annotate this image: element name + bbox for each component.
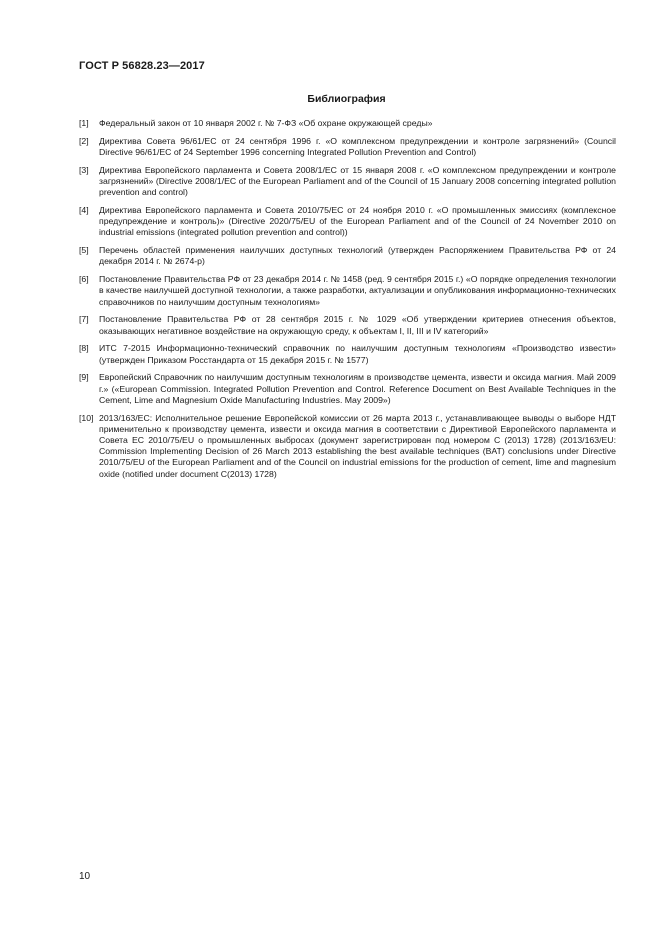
reference-text: Федеральный закон от 10 января 2002 г. № 7-ФЗ «Об охране окружающей среды» <box>99 118 433 128</box>
reference-item-4 <box>79 205 616 239</box>
section-title-bibliography: Библиография <box>307 93 386 105</box>
reference-text: Директива Совета 96/61/ЕС от 24 сентября 1996 г. «О комплексном предупреждении и контроле загрязнений» (Council Directive 96/61/EC of 24 September 1996 concerning Integrated Pollution Prevention and Control) <box>99 135 616 157</box>
page-number: 10 <box>79 871 91 882</box>
reference-number: [1] <box>79 118 89 128</box>
reference-text: 2013/163/ЕС: Исполнительное решение Европейской комиссии от 26 марта 2013 г., устанавливающее выводы о выборе НДТ применительно к производству цемента, извести и оксида магния в соответствии с Директивой Европейского парламента и Совета ЕС 2010/75/ЕU о промышленных выбросах (документ зарегистрирован под номером C (2013) 1728) (2013/163/EU: Commission Implementing Decision of 26 March 2013 establishing the best available techniques (BAT) conclusions under Directive 2010/75/EU of the European Parliament and of the Council on industrial emissions for the production of cement, lime and magnesium oxide (notified under document C(2013) 1728) <box>99 412 616 479</box>
reference-item-7 <box>79 314 616 336</box>
reference-text: Постановление Правительства РФ от 28 сентября 2015 г. № 1029 «Об утверждении критериев отнесения объектов, оказывающих негативное воздействие на окружающую среду, к объектам I, II, III и IV категорий» <box>99 314 616 336</box>
reference-number: [4] <box>79 205 89 215</box>
reference-number: [5] <box>79 245 89 256</box>
reference-number: [8] <box>79 343 89 354</box>
reference-item-3 <box>79 165 616 199</box>
document-header: ГОСТ Р 56828.23—2017 <box>79 60 205 72</box>
bibliography-list <box>79 118 616 486</box>
reference-number: [2] <box>79 135 89 146</box>
reference-item-8 <box>79 343 616 365</box>
reference-text: Перечень областей применения наилучших доступных технологий (утвержден Распоряжением Правительства РФ от 24 декабря 2014 г. № 2674-р) <box>99 245 616 267</box>
reference-item-9 <box>79 372 616 406</box>
reference-item-2 <box>79 136 616 158</box>
reference-text: ИТС 7-2015 Информационно-технический справочник по наилучшим доступным технологиям «Производство извести» (утвержден Приказом Росстандарта от 15 декабря 2015 г. № 1577) <box>99 343 616 365</box>
reference-number: [7] <box>79 314 89 325</box>
reference-text: Директива Европейского парламента и Совета 2010/75/ЕС от 24 ноября 2010 г. «О промышленных эмиссиях (комплексное предупреждение и контроль)» (Directive 2020/75/EU of the European Parliament and of the Council of 24 November 2010 on industrial emissions (integrated pollution prevention and control)) <box>99 205 616 238</box>
reference-item-1 <box>79 118 616 129</box>
reference-text: Постановление Правительства РФ от 23 декабря 2014 г. № 1458 (ред. 9 сентября 2015 г.) «О порядке определения технологии в качестве наилучшей доступной технологии, а также разработки, актуализации и опубликования информационно-технических справочников по наилучшим доступным технологиям» <box>99 274 616 307</box>
reference-item-5 <box>79 245 616 267</box>
reference-number: [6] <box>79 274 89 285</box>
reference-text: Директива Европейского парламента и Совета 2008/1/ЕС от 15 января 2008 г. «О комплексном предупреждении и контроле загрязнений» (Directive 2008/1/EC of the European Parliament and of the Council of 15 January 2008 concerning integrated pollution prevention and control) <box>99 164 616 198</box>
reference-text: Европейский Справочник по наилучшим доступным технологиям в производстве цемента, извести и оксида магния. Май 2009 г.» («European Commission. Integrated Pollution Prevention and Control. Reference Document on Best Available Techniques in the Cement, Lime and Magnesium Oxide Manufacturing Industries. May 2009») <box>99 372 616 405</box>
reference-item-10 <box>79 413 616 480</box>
reference-number: [3] <box>79 164 89 175</box>
reference-number: [9] <box>79 372 89 383</box>
reference-number: [10] <box>79 412 94 423</box>
reference-item-6 <box>79 274 616 308</box>
